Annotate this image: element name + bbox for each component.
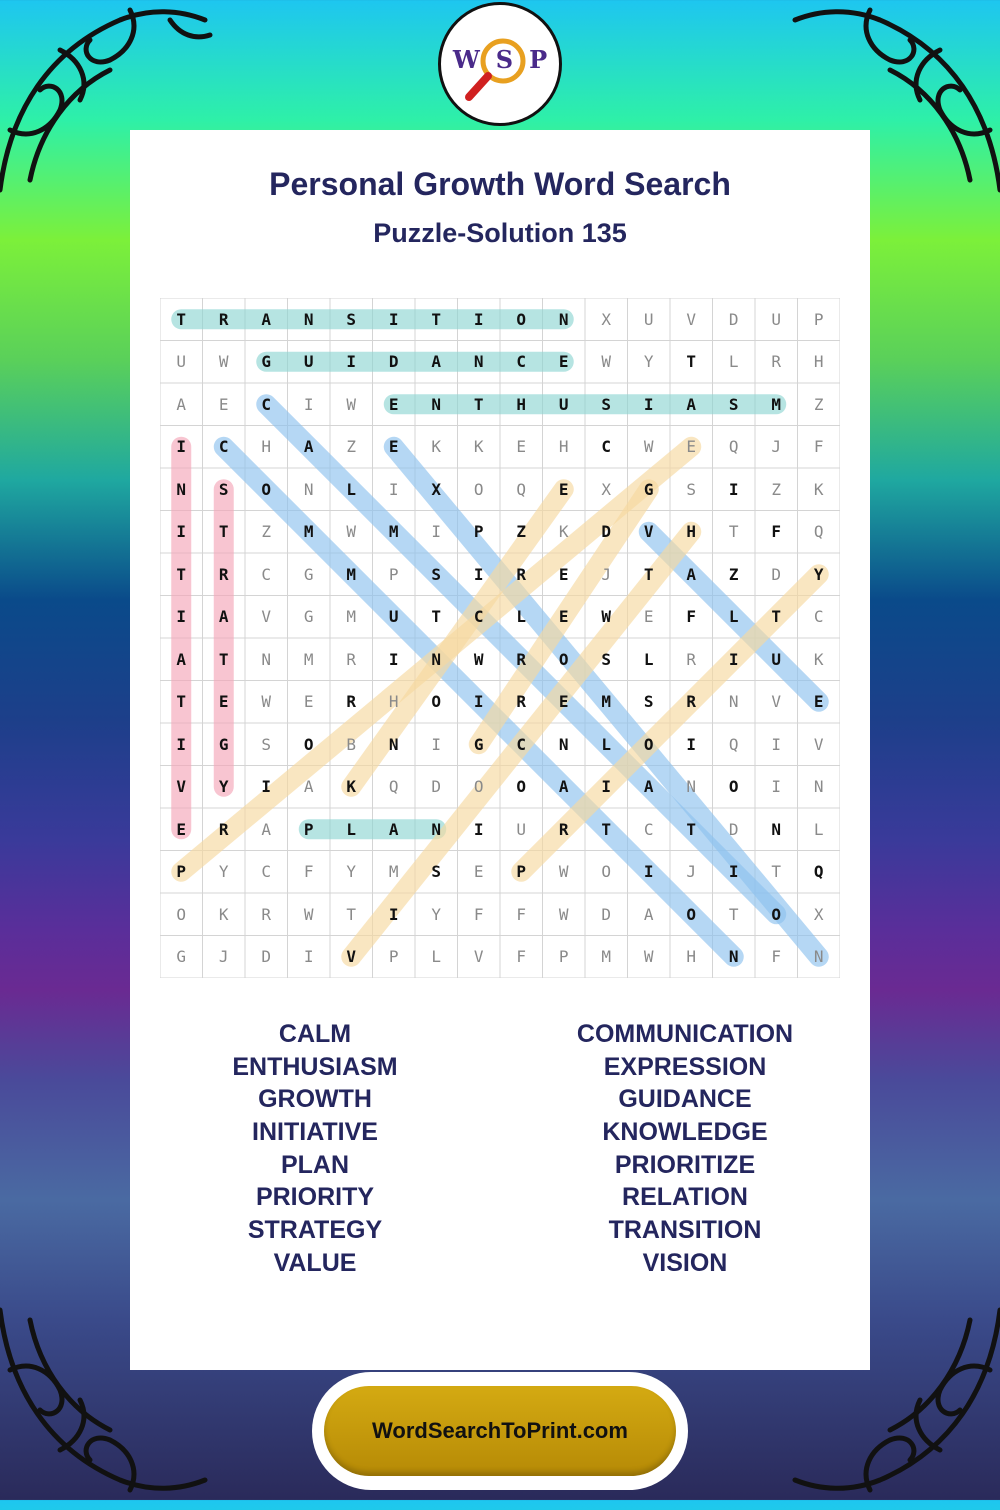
grid-cell: T — [728, 522, 739, 542]
grid-cell: C — [218, 437, 229, 457]
word-item: EXPRESSION — [603, 1052, 767, 1081]
grid-cell: U — [558, 394, 569, 414]
grid-cell: N — [388, 734, 399, 754]
grid-cell: W — [643, 437, 654, 457]
grid-cell: I — [303, 394, 314, 414]
grid-cell: N — [813, 777, 824, 797]
page-subtitle: Puzzle-Solution 135 — [373, 218, 627, 248]
grid-cell: I — [388, 904, 399, 924]
grid-cell: T — [601, 819, 612, 839]
grid-cell: F — [516, 904, 527, 924]
grid-cell: H — [516, 394, 527, 414]
grid-cell: H — [388, 692, 399, 712]
logo-letter: S — [495, 45, 514, 74]
grid-cell: M — [303, 649, 314, 669]
grid-cell: P — [516, 862, 527, 882]
grid-cell: T — [771, 607, 782, 627]
grid-cell: P — [813, 309, 824, 329]
grid-cell: M — [303, 522, 314, 542]
grid-cell: K — [813, 479, 824, 499]
grid-cell: A — [176, 649, 187, 669]
grid-cell: K — [813, 649, 824, 669]
grid-cell: M — [346, 607, 357, 627]
grid-cell: A — [558, 777, 569, 797]
grid-cell: A — [261, 309, 272, 329]
grid-cell: R — [218, 564, 229, 584]
grid-cell: E — [516, 437, 527, 457]
website-link[interactable]: WordSearchToPrint.com — [324, 1386, 676, 1476]
grid-cell: U — [771, 309, 782, 329]
grid-cell: Y — [346, 862, 357, 882]
grid-cell: P — [388, 564, 399, 584]
grid-cell: R — [686, 692, 697, 712]
grid-cell: X — [813, 904, 824, 924]
grid-cell: A — [303, 437, 314, 457]
grid-cell: I — [303, 947, 314, 967]
grid-cell: C — [643, 819, 654, 839]
grid-cell: R — [558, 819, 569, 839]
grid-cell: W — [473, 649, 484, 669]
grid-cell: R — [346, 649, 357, 669]
grid-cell: N — [558, 734, 569, 754]
grid-cell: G — [473, 734, 484, 754]
grid-cell: O — [643, 734, 654, 754]
grid-cell: X — [601, 309, 612, 329]
grid-cell: O — [261, 479, 272, 499]
grid-cell: M — [388, 862, 399, 882]
grid-cell: K — [346, 777, 357, 797]
grid-cell: I — [346, 352, 357, 372]
word-item: TRANSITION — [608, 1216, 762, 1245]
grid-cell: O — [601, 862, 612, 882]
grid-cell: O — [728, 777, 739, 797]
grid-cell: T — [176, 564, 187, 584]
grid-cell: I — [473, 564, 484, 584]
grid-cell: U — [303, 352, 314, 372]
grid-cell: E — [558, 692, 569, 712]
word-item: COMMUNICATION — [576, 1020, 794, 1048]
grid-cell: E — [218, 394, 229, 414]
grid-cell: E — [558, 564, 569, 584]
word-search-grid — [160, 298, 840, 978]
grid-cell: D — [601, 522, 612, 542]
grid-cell: O — [686, 904, 697, 924]
grid-cell: D — [728, 819, 739, 839]
grid-cell: W — [261, 692, 272, 712]
grid-cell: I — [601, 777, 612, 797]
grid-cell: R — [516, 649, 527, 669]
grid-cell: L — [643, 649, 654, 669]
grid-cell: T — [346, 904, 357, 924]
grid-cell: V — [686, 309, 697, 329]
grid-cell: J — [686, 862, 697, 882]
page-title: Personal Growth Word Search — [269, 166, 731, 202]
grid-cell: M — [601, 947, 612, 967]
grid-cell: W — [643, 947, 654, 967]
grid-cell: M — [601, 692, 612, 712]
grid-cell: E — [643, 607, 654, 627]
grid-cell: H — [686, 947, 697, 967]
grid-cell: E — [813, 692, 824, 712]
grid-cell: Q — [813, 862, 824, 882]
grid-cell: T — [218, 522, 229, 542]
grid-cell: L — [813, 819, 824, 839]
word-item: KNOWLEDGE — [602, 1118, 768, 1147]
grid-cell: G — [261, 352, 272, 372]
grid-cell: I — [728, 649, 739, 669]
grid-cell: H — [558, 437, 569, 457]
logo-letter: P — [529, 45, 548, 74]
logo-letters — [441, 45, 559, 74]
grid-cell: I — [176, 522, 187, 542]
grid-cell: I — [728, 479, 739, 499]
grid-cell: T — [176, 692, 187, 712]
grid-cell: R — [516, 564, 527, 584]
grid-cell: V — [771, 692, 782, 712]
grid-cell: C — [261, 564, 272, 584]
grid-cell: D — [771, 564, 782, 584]
word-item: PLAN — [280, 1150, 350, 1179]
grid-cell: J — [218, 947, 229, 967]
grid-cell: I — [388, 479, 399, 499]
grid-cell: Z — [728, 564, 739, 584]
grid-cell: N — [771, 819, 782, 839]
grid-cell: P — [176, 862, 187, 882]
grid-cell: I — [473, 692, 484, 712]
grid-cell: I — [473, 309, 484, 329]
grid-cell: E — [686, 437, 697, 457]
grid-cell: D — [261, 947, 272, 967]
grid-cell: L — [728, 607, 739, 627]
word-item: GROWTH — [258, 1085, 372, 1114]
grid-cell: Z — [516, 522, 527, 542]
grid-cell: S — [686, 479, 697, 499]
grid-cell: E — [388, 437, 399, 457]
grid-cell: I — [388, 649, 399, 669]
grid-cell: S — [261, 734, 272, 754]
grid-cell: T — [218, 649, 229, 669]
grid-cell: E — [218, 692, 229, 712]
grid-cell: R — [686, 649, 697, 669]
grid-cell: U — [516, 819, 527, 839]
grid-cell: T — [686, 352, 697, 372]
grid-cell: L — [346, 479, 357, 499]
grid-cell: G — [303, 607, 314, 627]
grid-cell: U — [176, 352, 187, 372]
grid-cell: N — [728, 947, 739, 967]
grid-cell: P — [558, 947, 569, 967]
word-item: GUIDANCE — [618, 1085, 752, 1114]
grid-cell: W — [346, 522, 357, 542]
grid-cell: A — [388, 819, 399, 839]
grid-cell: E — [558, 607, 569, 627]
grid-cell: F — [813, 437, 824, 457]
grid-cell: H — [813, 352, 824, 372]
grid-cell: F — [771, 522, 782, 542]
grid-cell: C — [473, 607, 484, 627]
grid-cell: T — [176, 309, 187, 329]
grid-cell: N — [431, 649, 442, 669]
grid-cell: D — [601, 904, 612, 924]
grid-cell: O — [558, 649, 569, 669]
grid-cell: C — [813, 607, 824, 627]
puzzle-card — [130, 130, 870, 1370]
grid-cell: T — [473, 394, 484, 414]
grid-cell: T — [431, 309, 442, 329]
grid-cell: D — [388, 352, 399, 372]
grid-cell: I — [686, 734, 697, 754]
word-item: INITIATIVE — [252, 1118, 378, 1147]
grid-cell: G — [643, 479, 654, 499]
grid-cell: K — [558, 522, 569, 542]
grid-cell: O — [516, 777, 527, 797]
grid-cell: W — [218, 352, 229, 372]
grid-cell: F — [686, 607, 697, 627]
grid-cell: K — [218, 904, 229, 924]
website-badge[interactable] — [312, 1372, 688, 1490]
grid-cell: G — [303, 564, 314, 584]
grid-cell: A — [686, 564, 697, 584]
grid-cell: R — [771, 352, 782, 372]
grid-cell: W — [601, 352, 612, 372]
grid-cell: T — [686, 819, 697, 839]
grid-cell: N — [303, 479, 314, 499]
word-item: RELATION — [622, 1183, 748, 1212]
grid-cell: J — [771, 437, 782, 457]
grid-cell: N — [686, 777, 697, 797]
grid-cell: C — [261, 394, 272, 414]
grid-cell: Z — [771, 479, 782, 499]
grid-cell: P — [473, 522, 484, 542]
grid-cell: A — [261, 819, 272, 839]
grid-cell: A — [643, 904, 654, 924]
grid-cell: I — [771, 734, 782, 754]
grid-cell: V — [813, 734, 824, 754]
grid-cell: S — [431, 564, 442, 584]
grid-cell: S — [643, 692, 654, 712]
grid-cell: N — [728, 692, 739, 712]
grid-cell: I — [771, 777, 782, 797]
grid-cell: I — [643, 394, 654, 414]
logo-letter: W — [452, 45, 480, 74]
grid-cell: P — [303, 819, 314, 839]
grid-cell: E — [303, 692, 314, 712]
grid-cell: H — [686, 522, 697, 542]
grid-cell: F — [516, 947, 527, 967]
grid-cell: V — [176, 777, 187, 797]
grid-cell: M — [771, 394, 782, 414]
grid-cell: E — [388, 394, 399, 414]
grid-cell: N — [303, 309, 314, 329]
grid-cell: F — [473, 904, 484, 924]
grid-cell: W — [303, 904, 314, 924]
grid-cell: Y — [643, 352, 654, 372]
grid-cell: O — [473, 777, 484, 797]
word-item: VALUE — [273, 1248, 357, 1277]
grid-cell: O — [771, 904, 782, 924]
grid-cell: T — [643, 564, 654, 584]
grid-cell: S — [601, 649, 612, 669]
grid-cell: N — [558, 309, 569, 329]
grid-cell: S — [346, 309, 357, 329]
letter-grid — [160, 298, 840, 978]
grid-cell: Y — [218, 777, 229, 797]
grid-cell: V — [261, 607, 272, 627]
grid-cell: A — [431, 352, 442, 372]
grid-cell: W — [558, 904, 569, 924]
grid-cell: V — [346, 947, 357, 967]
grid-cell: G — [176, 947, 187, 967]
grid-cell: R — [218, 309, 229, 329]
grid-cell: I — [388, 309, 399, 329]
grid-cell: O — [176, 904, 187, 924]
word-list-right — [500, 1018, 870, 1280]
grid-cell: T — [728, 904, 739, 924]
grid-cell: S — [601, 394, 612, 414]
grid-cell: I — [176, 607, 187, 627]
grid-cell: G — [218, 734, 229, 754]
grid-cell: N — [261, 649, 272, 669]
grid-cell: Y — [431, 904, 442, 924]
grid-cell: E — [176, 819, 187, 839]
grid-cell: U — [771, 649, 782, 669]
grid-cell: Z — [346, 437, 357, 457]
grid-cell: L — [516, 607, 527, 627]
grid-cell: K — [431, 437, 442, 457]
grid-cell: H — [261, 437, 272, 457]
word-item: CALM — [278, 1020, 352, 1048]
word-list-left — [130, 1018, 500, 1280]
grid-cell: L — [601, 734, 612, 754]
grid-cell: O — [303, 734, 314, 754]
grid-cell: I — [728, 862, 739, 882]
grid-cell: V — [643, 522, 654, 542]
grid-cell: R — [516, 692, 527, 712]
grid-cell: N — [176, 479, 187, 499]
grid-cell: R — [261, 904, 272, 924]
grid-cell: I — [431, 522, 442, 542]
grid-cell: E — [558, 352, 569, 372]
grid-cell: U — [388, 607, 399, 627]
grid-cell: E — [473, 862, 484, 882]
grid-cell: A — [218, 607, 229, 627]
grid-cell: C — [516, 352, 527, 372]
grid-cell: S — [728, 394, 739, 414]
grid-cell: Y — [813, 564, 824, 584]
grid-cell: L — [346, 819, 357, 839]
grid-cell: S — [218, 479, 229, 499]
word-item: ENTHUSIASM — [232, 1052, 398, 1081]
grid-cell: C — [516, 734, 527, 754]
word-item: PRIORITY — [255, 1183, 375, 1212]
grid-cell: Q — [728, 437, 739, 457]
grid-cell: D — [728, 309, 739, 329]
grid-cell: O — [473, 479, 484, 499]
grid-cell: N — [431, 819, 442, 839]
grid-cell: L — [431, 947, 442, 967]
grid-cell: W — [558, 862, 569, 882]
grid-cell: F — [303, 862, 314, 882]
grid-cell: R — [218, 819, 229, 839]
grid-cell: T — [771, 862, 782, 882]
grid-cell: T — [431, 607, 442, 627]
grid-cell: S — [431, 862, 442, 882]
grid-cell: O — [431, 692, 442, 712]
grid-cell: A — [643, 777, 654, 797]
grid-cell: O — [516, 309, 527, 329]
grid-cell: M — [388, 522, 399, 542]
grid-cell: I — [431, 734, 442, 754]
grid-cell: Z — [261, 522, 272, 542]
grid-cell: Q — [728, 734, 739, 754]
grid-cell: V — [473, 947, 484, 967]
grid-cell: Y — [218, 862, 229, 882]
word-item: STRATEGY — [247, 1216, 383, 1245]
grid-cell: P — [388, 947, 399, 967]
grid-cell: I — [261, 777, 272, 797]
grid-cell: N — [813, 947, 824, 967]
grid-cell: Q — [516, 479, 527, 499]
grid-cell: Q — [813, 522, 824, 542]
grid-cell: D — [431, 777, 442, 797]
grid-cell: F — [771, 947, 782, 967]
grid-cell: N — [431, 394, 442, 414]
grid-cell: C — [261, 862, 272, 882]
grid-cell: I — [176, 437, 187, 457]
grid-cell: Z — [813, 394, 824, 414]
grid-cell: X — [431, 479, 442, 499]
wsp-logo[interactable] — [438, 2, 562, 126]
grid-cell: I — [176, 734, 187, 754]
grid-cell: J — [601, 564, 612, 584]
grid-cell: K — [473, 437, 484, 457]
word-item: PRIORITIZE — [614, 1150, 756, 1179]
grid-cell: Q — [388, 777, 399, 797]
grid-cell: I — [643, 862, 654, 882]
grid-cell: R — [346, 692, 357, 712]
grid-cell: I — [473, 819, 484, 839]
grid-cell: X — [601, 479, 612, 499]
grid-cell: B — [346, 734, 357, 754]
grid-cell: N — [473, 352, 484, 372]
grid-cell: U — [643, 309, 654, 329]
grid-cell: E — [558, 479, 569, 499]
grid-cell: A — [686, 394, 697, 414]
grid-cell: A — [303, 777, 314, 797]
grid-cell: W — [346, 394, 357, 414]
grid-cell: M — [346, 564, 357, 584]
grid-cell: C — [601, 437, 612, 457]
grid-cell: A — [176, 394, 187, 414]
grid-cell: L — [728, 352, 739, 372]
grid-cell: W — [601, 607, 612, 627]
word-item: VISION — [642, 1248, 728, 1277]
